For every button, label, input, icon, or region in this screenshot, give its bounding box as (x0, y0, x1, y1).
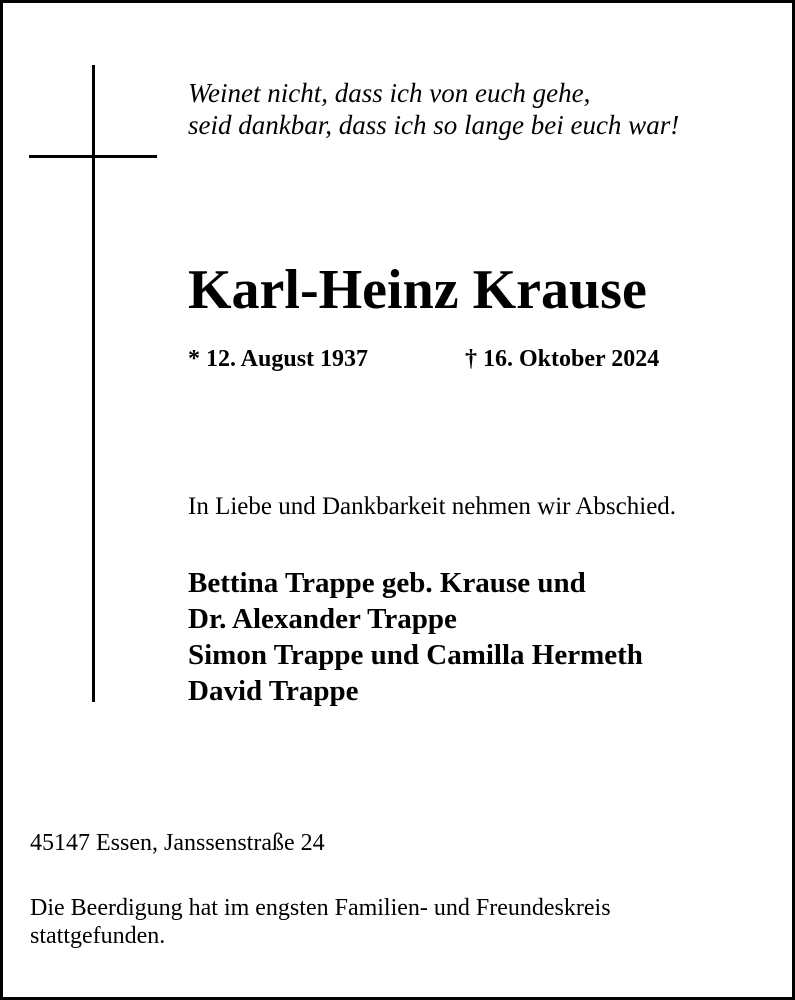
death-date: † 16. Oktober 2024 (465, 346, 660, 372)
farewell-text: In Liebe und Dankbarkeit nehmen wir Abschied. (188, 493, 677, 520)
cross-bar (29, 155, 157, 158)
address: 45147 Essen, Janssenstraße 24 (30, 830, 325, 856)
funeral-note-line-2: stattgefunden. (30, 923, 166, 949)
quote-line-1: Weinet nicht, dass ich von euch gehe, (188, 78, 591, 108)
cross-icon (92, 65, 95, 702)
birth-date: * 12. August 1937 (188, 346, 369, 372)
mourner-name: Dr. Alexander Trappe (188, 603, 457, 635)
mourners-list (188, 565, 643, 709)
memorial-quote (188, 77, 679, 141)
mourner-name: Simon Trappe und Camilla Hermeth (188, 639, 643, 671)
deceased-name: Karl-Heinz Krause (188, 259, 647, 321)
funeral-note-line-1: Die Beerdigung hat im engsten Familien- und Freundeskreis (30, 895, 611, 921)
quote-line-2: seid dankbar, dass ich so lange bei euch war! (188, 110, 680, 140)
funeral-note (30, 894, 611, 950)
mourner-name: David Trappe (188, 675, 359, 707)
mourner-name: Bettina Trappe geb. Krause und (188, 567, 586, 599)
